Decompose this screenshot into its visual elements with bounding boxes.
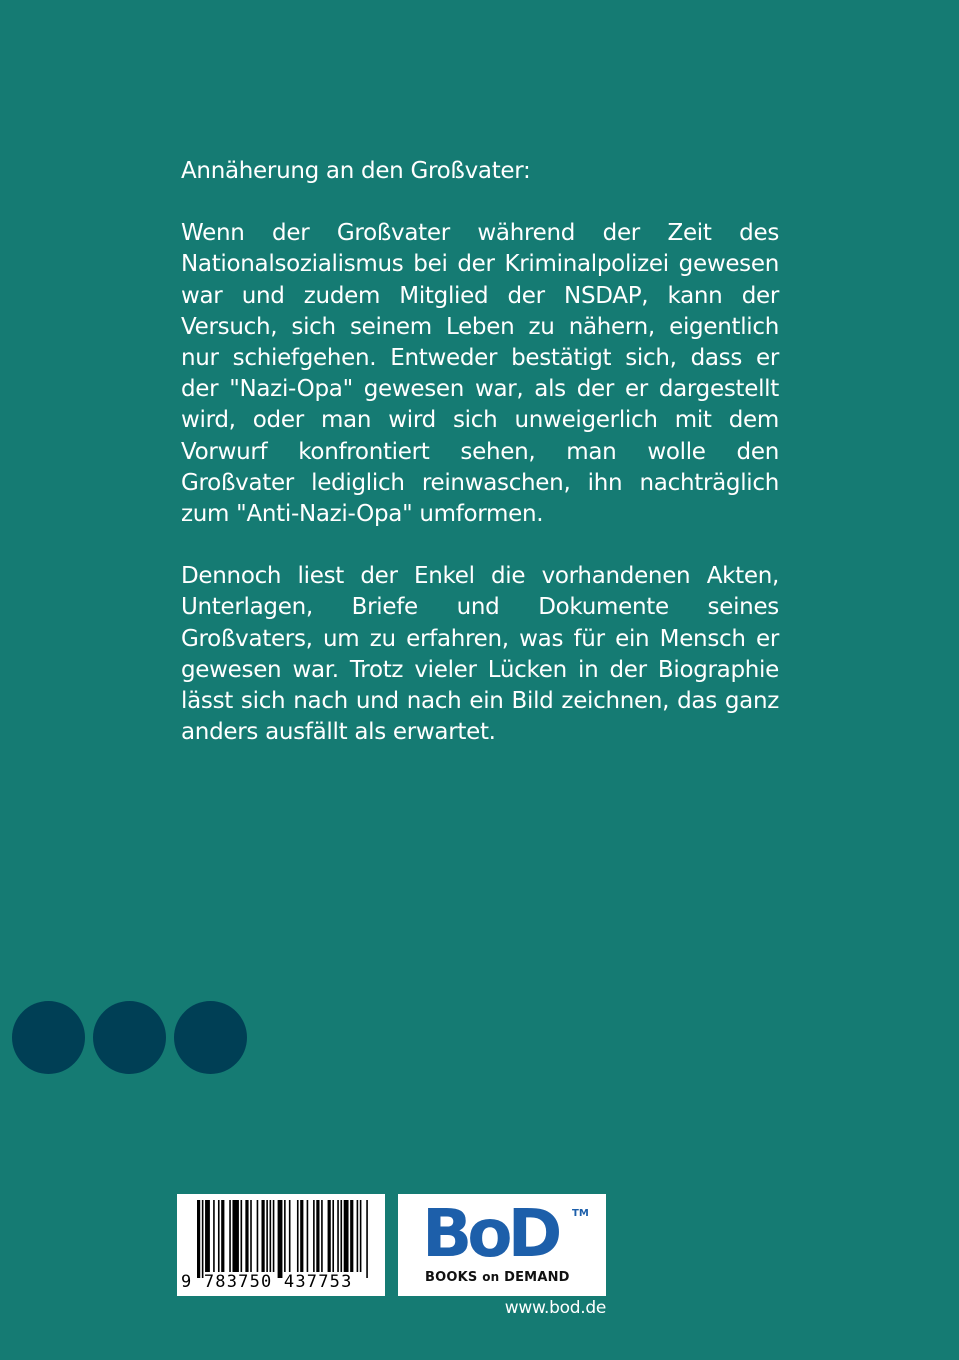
tagline-on: on [482, 1270, 500, 1284]
barcode-bar [278, 1200, 283, 1278]
isbn-digits: 9 783750 437753 [181, 1272, 353, 1292]
barcode-bar [218, 1200, 220, 1272]
barcode-bar [321, 1200, 323, 1272]
bod-logo: BoD [422, 1195, 558, 1272]
barcode-bar [266, 1200, 268, 1272]
barcode-bar [257, 1200, 259, 1272]
barcode-bar [197, 1200, 200, 1278]
barcode-bar [297, 1200, 299, 1272]
barcode-bar [300, 1200, 303, 1272]
dot-3 [174, 1001, 247, 1074]
barcode-bar [232, 1200, 238, 1272]
barcode-bar [332, 1200, 334, 1272]
isbn-barcode [177, 1194, 385, 1296]
barcode-bar [229, 1200, 231, 1272]
barcode-bar [357, 1200, 359, 1272]
barcode-bar [250, 1200, 252, 1272]
barcode-bar [205, 1200, 210, 1272]
publisher-website: www.bod.de [504, 1298, 606, 1318]
barcode-bar [202, 1200, 204, 1278]
barcode-bar [284, 1200, 286, 1272]
barcode-bar [270, 1200, 272, 1272]
back-cover-blurb [181, 156, 779, 779]
barcode-bar [307, 1200, 309, 1272]
barcode-bar [344, 1200, 349, 1272]
blurb-heading: Annäherung an den Großvater: [181, 158, 531, 184]
barcode-bar [340, 1200, 342, 1272]
tagline-demand: DEMAND [504, 1270, 570, 1285]
blurb-paragraph-1: Wenn der Großvater während der Zeit des Nationalsozialismus bei der Kriminalpolizei gewesen war und zudem Mitglied der NSDAP, kann der Versuch, sich seinem Leben zu nähern, eigentlich nur schiefgehen. Entweder bestätigt sich, dass er der "Nazi-Opa" gewesen war, als der er dargestellt wird, oder man wird sich unweigerlich mit dem Vorwurf konfrontiert sehen, man wolle den Großvater lediglich reinwaschen, ihn nachträglich zum "Anti-Nazi-Opa" umformen. [181, 220, 779, 528]
dot-2 [93, 1001, 166, 1074]
decorative-dots [12, 1001, 247, 1074]
barcode-bar [289, 1200, 291, 1272]
barcode-bar [213, 1200, 215, 1272]
barcode-bar [360, 1200, 362, 1272]
barcode-bar [241, 1200, 243, 1272]
tagline-books: BOOKS [425, 1270, 478, 1285]
blurb-paragraph-2: Dennoch liest der Enkel die vorhandenen Akten, Unterlagen, Briefe und Dokumente seines Großvaters, um zu erfahren, was für ein Mensch er gewesen war. Trotz vieler Lücken in der Biographie lässt sich nach und nach ein Bild zeichnen, das ganz anders ausfällt als erwartet. [181, 563, 779, 746]
barcode-bar [245, 1200, 248, 1272]
trademark-mark: TM [572, 1208, 589, 1219]
barcode-bar [221, 1200, 224, 1272]
barcode-bar [273, 1200, 275, 1272]
barcode-bar [261, 1200, 264, 1272]
barcode-bar [313, 1200, 315, 1272]
dot-1 [12, 1001, 85, 1074]
publisher-tagline [425, 1270, 570, 1285]
barcode-bar [366, 1200, 368, 1278]
publisher-logo-box [398, 1194, 606, 1296]
barcode-bar [328, 1200, 331, 1272]
barcode-bar [316, 1200, 319, 1272]
barcode-bar [337, 1200, 339, 1272]
barcode-bar [350, 1200, 353, 1272]
